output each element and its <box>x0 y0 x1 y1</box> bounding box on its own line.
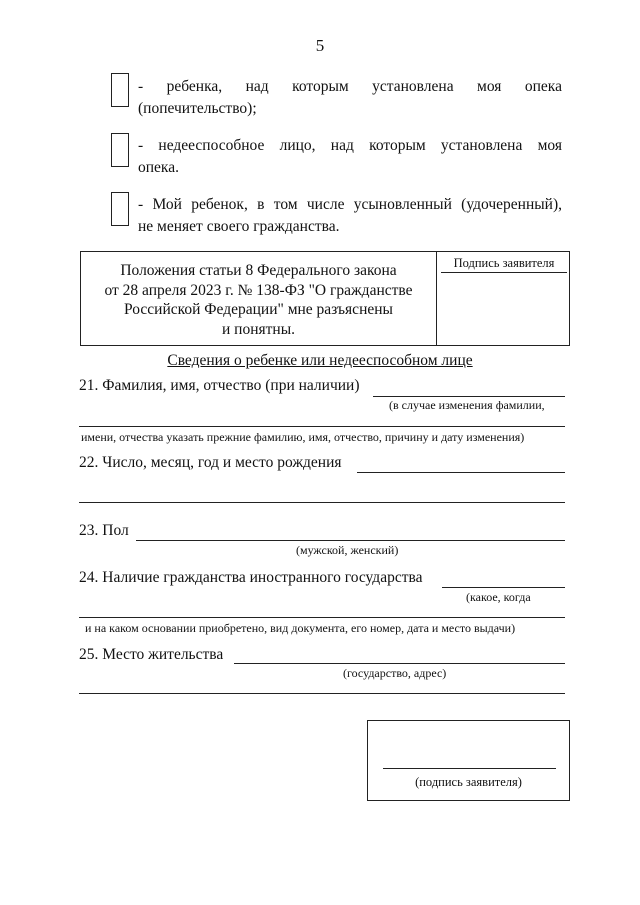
field-21-input[interactable] <box>373 396 565 397</box>
option-text-line2: не меняет своего гражданства. <box>138 218 340 235</box>
field-23-label: 23. Пол <box>79 522 129 539</box>
section-title <box>0 352 640 370</box>
checkbox-incapacitated-person[interactable] <box>111 133 129 167</box>
option-text-line1: - ребенка, над которым установлена моя опека <box>138 78 562 95</box>
field-25-hint: (государство, адрес) <box>343 666 447 680</box>
law-notice-text <box>81 261 436 339</box>
checkbox-child-keeps-citizenship[interactable] <box>111 192 129 226</box>
notice-line: от 28 апреля 2023 г. № 138-ФЗ "О гражданстве <box>104 281 413 299</box>
field-25-input[interactable] <box>234 663 565 664</box>
notice-signature-label: Подпись заявителя <box>441 256 567 273</box>
notice-line: Положения статьи 8 Федерального закона <box>120 262 397 279</box>
option-incapacitated-person <box>138 135 562 179</box>
field-22-label: 22. Число, месяц, год и место рождения <box>79 454 342 471</box>
field-22-input[interactable] <box>357 472 565 473</box>
applicant-signature-caption: (подпись заявителя) <box>415 775 522 789</box>
notice-line: Российской Федерации" мне разъяснены <box>124 301 393 318</box>
option-text-line2: опека. <box>138 159 179 176</box>
field-21-label: 21. Фамилия, имя, отчество (при наличии) <box>79 377 360 394</box>
checkbox-guardianship-child[interactable] <box>111 73 129 107</box>
field-22-input-line2[interactable] <box>79 502 565 503</box>
field-24-hint-line2: и на каком основании приобретено, вид документа, его номер, дата и место выдачи) <box>85 621 516 635</box>
section-title-text: Сведения о ребенке или недееспособном лице <box>167 352 473 369</box>
applicant-signature-line[interactable] <box>383 768 556 769</box>
notice-signature-field[interactable] <box>436 274 569 345</box>
option-text-line1: - недееспособное лицо, над которым установлена моя <box>138 137 562 154</box>
field-25-input-line2[interactable] <box>79 693 565 694</box>
field-23-hint: (мужской, женский) <box>296 543 399 557</box>
option-child-keeps-citizenship <box>138 194 562 238</box>
option-text-line2: (попечительство); <box>138 100 257 117</box>
page-number: 5 <box>315 36 325 55</box>
field-24-label: 24. Наличие гражданства иностранного государства <box>79 569 423 586</box>
field-21-hint: (в случае изменения фамилии, <box>389 398 545 412</box>
field-24-input-line2[interactable] <box>79 617 565 618</box>
field-21-input-line2[interactable] <box>79 426 565 427</box>
notice-line: и понятны. <box>222 320 295 338</box>
option-guardianship-child <box>138 76 562 120</box>
field-24-input[interactable] <box>442 587 565 588</box>
option-text-line1: - Мой ребенок, в том числе усыновленный (удочеренный), <box>138 196 562 213</box>
field-24-hint: (какое, когда <box>466 590 531 604</box>
field-25-label: 25. Место жительства <box>79 646 224 663</box>
field-23-input[interactable] <box>136 540 565 541</box>
field-21-hint-line2: имени, отчества указать прежние фамилию, имя, отчество, причину и дату изменения) <box>81 430 525 444</box>
